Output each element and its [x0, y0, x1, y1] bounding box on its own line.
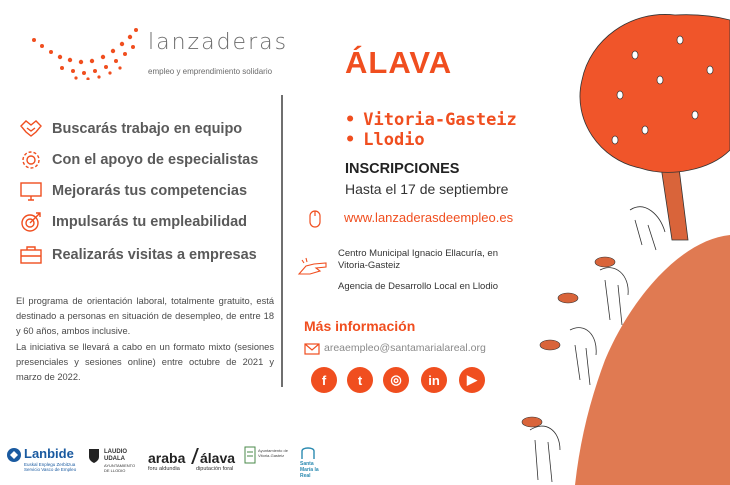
description-paragraph: La iniciativa se llevará a cabo en un formato mixto (sesiones presenciales y sesiones online) entre octubre de 2021 y marzo de 2022. [16, 342, 274, 382]
handshake-icon [18, 117, 44, 141]
vitoria-crest-icon [244, 446, 256, 469]
vitoria-logo: Ayuntamiento de Vitoria-Gasteiz [258, 448, 288, 458]
monitor-icon [18, 179, 44, 203]
website-link[interactable]: www.lanzaderasdeempleo.es [344, 210, 514, 225]
location-hand-icon [296, 256, 330, 283]
laudio-shield-icon [88, 448, 100, 469]
tree-hill-illustration [510, 0, 730, 485]
santamaria-logo: Santa María la Real [300, 461, 319, 479]
email-link[interactable]: areaempleo@santamarialareal.org [324, 342, 486, 354]
benefit-item: Buscarás trabajo en equipo [18, 116, 242, 142]
lanbide-logo: Lanbide [24, 446, 74, 461]
laudio-logo: LAUDIO UDALA [104, 449, 127, 462]
facebook-icon[interactable]: f [311, 367, 337, 393]
lanzaderas-logo-icon [32, 26, 144, 80]
gear-icon [18, 148, 44, 172]
lanbide-logo-icon [6, 447, 22, 468]
brand-name: lanzaderas [148, 30, 289, 55]
lanbide-subtitle: Euskal Enplegu Zerbitzua Servicio Vasco de Empleo [24, 462, 77, 472]
laudio-subtitle: AYUNTAMIENTO DE LLODIO [104, 463, 136, 473]
instagram-icon[interactable]: ◎ [383, 367, 409, 393]
divider [281, 95, 283, 387]
location-vitoria: Centro Municipal Ignacio Ellacuría, en Vitoria-Gasteiz [338, 248, 499, 271]
twitter-icon[interactable]: t [347, 367, 373, 393]
region-title: ÁLAVA [345, 45, 453, 80]
briefcase-icon [18, 243, 44, 267]
city-item: • Llodio [345, 130, 425, 150]
location-llodio: Agencia de Desarrollo Local en Llodio [338, 281, 499, 292]
araba-logo: araba [148, 450, 186, 466]
youtube-icon[interactable]: ▶ [459, 367, 485, 393]
benefit-item: Realizarás visitas a empresas [18, 242, 257, 268]
benefit-item: Impulsarás tu empleabilidad [18, 209, 247, 235]
city-item: • Vitoria-Gasteiz [345, 110, 517, 130]
alava-logo: álava [200, 450, 236, 466]
inscriptions-title: INSCRIPCIONES [345, 161, 460, 177]
brand-tagline: empleo y emprendimiento solidario [148, 67, 273, 76]
linkedin-icon[interactable]: in [421, 367, 447, 393]
email-icon [304, 342, 320, 360]
benefit-item: Con el apoyo de especialistas [18, 147, 258, 173]
more-info-title: Más información [304, 318, 416, 334]
mouse-icon [304, 208, 326, 235]
araba-slash [191, 448, 199, 464]
target-icon [18, 210, 44, 234]
alava-subtitle: diputación foral [196, 466, 234, 472]
description-paragraph: El programa de orientación laboral, totalmente gratuito, está destinado a personas en situación de desempleo, de entre 18 y 60 años, ambos inclusive. [16, 296, 274, 336]
inscriptions-date: Hasta el 17 de septiembre [345, 181, 509, 197]
benefit-item: Mejorarás tus competencias [18, 178, 247, 204]
araba-subtitle: foru aldundia [148, 466, 180, 472]
